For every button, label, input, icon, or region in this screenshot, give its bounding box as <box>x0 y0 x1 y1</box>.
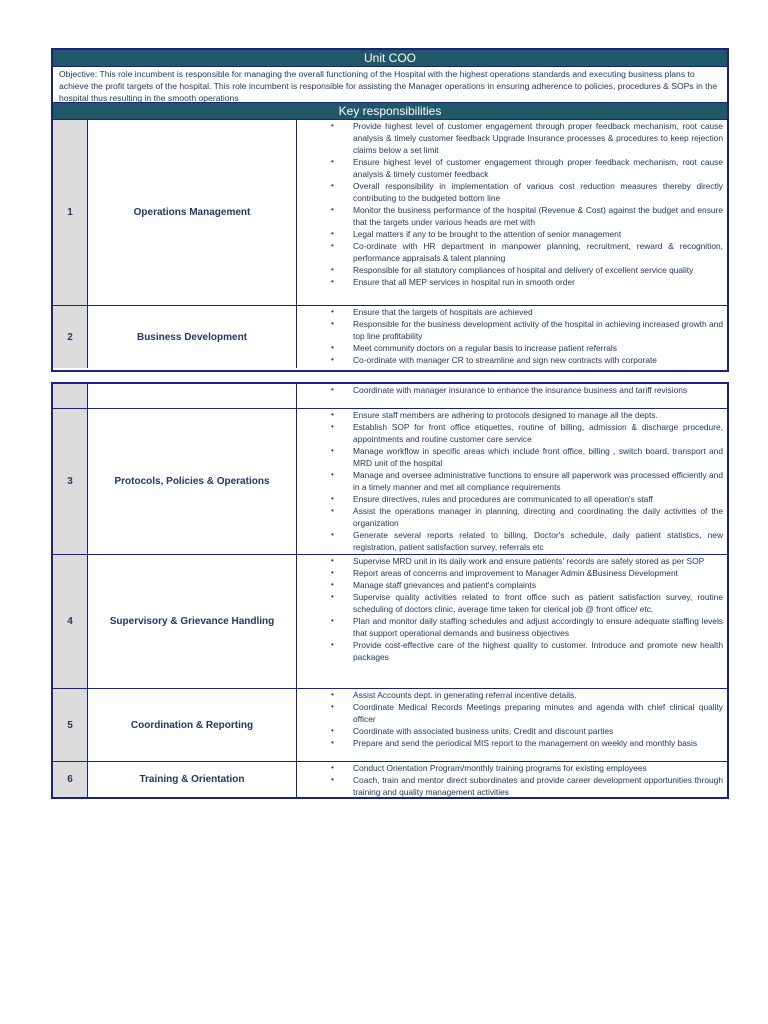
table1-rows <box>53 120 727 368</box>
responsibility-item: • Report areas of concerns and improvement to Manager Admin &Business Development <box>297 567 723 579</box>
responsibility-list <box>297 555 727 688</box>
responsibility-list <box>297 762 727 797</box>
responsibility-item: • Co-ordinate with manager CR to streamline and sign new contracts with corporate <box>297 354 723 366</box>
table-row <box>53 555 727 689</box>
responsibility-item: • Coordinate Medical Records Meetings preparing minutes and agenda with chief clinical quality officer <box>297 701 723 725</box>
row-number: 4 <box>53 555 88 688</box>
responsibility-area <box>88 384 297 408</box>
responsibility-item: • Prepare and send the periodical MIS report to the management on weekly and monthly basis <box>297 737 723 749</box>
responsibility-item: • Ensure directives, rules and procedures are communicated to all operation's staff <box>297 493 723 505</box>
responsibility-item: • Supervise quality activities related to front office such as patient satisfaction survey, routine scheduling of doctors clinic, average time taken for clerical job @ front office/ etc. <box>297 591 723 615</box>
row-number: 6 <box>53 762 88 797</box>
responsibility-area: Coordination & Reporting <box>88 689 297 761</box>
responsibility-item: • Ensure staff members are adhering to protocols designed to manage all the depts. <box>297 409 723 421</box>
table-row <box>53 306 727 368</box>
responsibility-list <box>297 306 727 368</box>
responsibility-area: Operations Management <box>88 120 297 305</box>
row-number: 2 <box>53 306 88 368</box>
responsibility-item: • Ensure that the targets of hospitals are achieved <box>297 306 723 318</box>
responsibility-item: • Legal matters if any to be brought to the attention of senior management <box>297 228 723 240</box>
responsibility-area: Protocols, Policies & Operations <box>88 409 297 554</box>
responsibility-item: • Monitor the business performance of the hospital (Revenue & Cost) against the budget and ensure that the targets under various heads are met with <box>297 204 723 228</box>
responsibility-area: Training & Orientation <box>88 762 297 797</box>
table-row <box>53 762 727 797</box>
responsibility-item: • Coordinate with associated business units, Credit and discount parties <box>297 725 723 737</box>
key-responsibilities-heading: Key responsibilities <box>53 103 727 120</box>
responsibility-item: • Provide cost-effective care of the highest quality to customer. Introduce and promote new health packages <box>297 639 723 663</box>
responsibility-item: • Coach, train and mentor direct subordinates and provide career development opportunities through training and quality management activities <box>297 774 723 798</box>
table-row <box>53 409 727 555</box>
responsibility-item: • Ensure highest level of customer engagement through proper feedback mechanism, root cause analysis & timely customer feedback <box>297 156 723 180</box>
responsibility-area: Business Development <box>88 306 297 368</box>
responsibility-list <box>297 120 727 305</box>
table-row <box>53 120 727 306</box>
responsibility-item: • Generate several reports related to billing, Doctor's schedule, daily patient statistics, new registration, patient satisfaction survey, referrals etc <box>297 529 723 553</box>
responsibility-item: • Conduct Orientation Program/monthly training programs for existing employees <box>297 762 723 774</box>
responsibility-item: • Overall responsibility in implementation of various cost reduction measures thereby directly contributing to the budgeted bottom line <box>297 180 723 204</box>
responsibility-item: • Supervise MRD unit in its daily work and ensure patients' records are safely stored as per SOP <box>297 555 723 567</box>
responsibility-item: • Plan and monitor daily staffing schedules and adjust accordingly to ensure adequate staffing levels that support operational demands and business objectives <box>297 615 723 639</box>
responsibility-item: • Assist the operations manager in planning, directing and coordinating the daily activities of the organization <box>297 505 723 529</box>
responsibility-item: • Manage and oversee administrative functions to ensure all paperwork was processed efficiently and in a timely manner and met all compliance requirements <box>297 469 723 493</box>
row-number: 1 <box>53 120 88 305</box>
responsibility-item: • Meet community doctors on a regular basis to increase patient referrals <box>297 342 723 354</box>
responsibility-item: • Responsible for the business development activity of the hospital in achieving increased growth and top line profitability <box>297 318 723 342</box>
responsibility-list <box>297 689 727 761</box>
responsibility-item: • Establish SOP for front office etiquettes, routine of billing, admission & discharge procedure, appointments and routine customer care service <box>297 421 723 445</box>
responsibility-table-page-2 <box>51 382 729 799</box>
responsibility-item: • Responsible for all statutory compliances of hospital and delivery of excellent service quality <box>297 264 723 276</box>
row-number: 3 <box>53 409 88 554</box>
row-number: 5 <box>53 689 88 761</box>
role-title: Unit COO <box>53 50 727 67</box>
responsibility-item: • Co-ordinate with HR department in manpower planning, recruitment, reward & recognition, performance appraisals & talent planning <box>297 240 723 264</box>
responsibility-item: • Assist Accounts dept. in generating referral incentive details. <box>297 689 723 701</box>
responsibility-list <box>297 384 727 408</box>
responsibility-item: • Provide highest level of customer engagement through proper feedback mechanism, root cause analysis & timely customer feedback Upgrade Insurance processes & procedures to keep rejection claims below a set limit <box>297 120 723 156</box>
table-row <box>53 384 727 409</box>
table-row <box>53 689 727 762</box>
responsibility-item: • Manage staff grievances and patient's complaints <box>297 579 723 591</box>
responsibility-list <box>297 409 727 554</box>
responsibility-table-page-1 <box>51 48 729 372</box>
table2-rows <box>53 384 727 797</box>
responsibility-item: • Ensure that all MEP services in hospital run in smooth order <box>297 276 723 288</box>
responsibility-area: Supervisory & Grievance Handling <box>88 555 297 688</box>
responsibility-item: • Manage workflow in specific areas which include front office, billing , switch board, transport and MRD unit of the hospital <box>297 445 723 469</box>
objective-text: Objective: This role incumbent is responsible for managing the overall functioning of the Hospital with the highest operations standards and executing business plans to achieve the profit targets of the hospital. This role incumbent is responsible for assisting the Manager operations in ensuring adherence to policies, procedures & SOPs in the hospital thus resulting in the smooth operations <box>53 67 727 103</box>
row-number <box>53 384 88 408</box>
responsibility-item: • Coordinate with manager insurance to enhance the insurance business and tariff revisions <box>297 384 723 396</box>
